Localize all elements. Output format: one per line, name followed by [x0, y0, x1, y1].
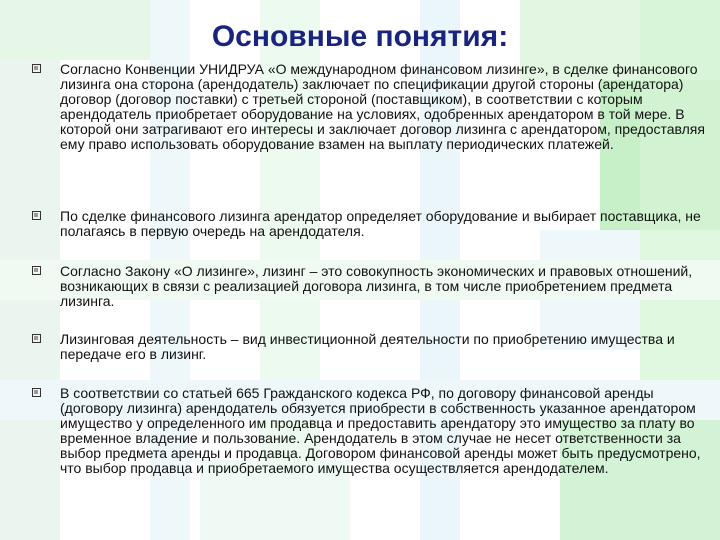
- checkbox-bullet-icon: [32, 211, 41, 220]
- page-title: Основные понятия:: [211, 20, 509, 53]
- list-item-text: Лизинговая деятельность – вид инвестиционной деятельности по приобретению имущества и передаче его в лизинг.: [60, 331, 675, 362]
- list-item: [32, 62, 720, 152]
- checkbox-bullet-icon: [32, 334, 41, 343]
- list-item-text: Согласно Закону «О лизинге», лизинг – это совокупность экономических и правовых отношений, возникающих в связи с реализацией договора лизинга, в том числе приобретением предмета лизинга.: [60, 263, 693, 309]
- list-item: [32, 386, 720, 476]
- list-item-text: Согласно Конвенции УНИДРУА «О международном финансовом лизинге», в сделке финансового лизинга она сторона (арендодатель) заключает по спецификации другой стороны (арендатора) договор (договор поставки) с третьей стороной (поставщиком), в соответствии с которым арендодатель приобретает оборудование на условиях, одобренных арендатором в той мере. В которой они затрагивают его интересы и заключает договор лизинга с арендатором, предоставляя ему право использовать оборудование взамен на выплату периодических платежей.: [60, 61, 705, 152]
- list-item: [32, 332, 720, 362]
- list-item: [32, 264, 720, 309]
- list-item-text: По сделке финансового лизинга арендатор определяет оборудование и выбирает поставщика, не полагаясь в первую очередь на арендодателя.: [60, 208, 701, 239]
- checkbox-bullet-icon: [32, 266, 41, 275]
- checkbox-bullet-icon: [32, 64, 41, 73]
- checkbox-bullet-icon: [32, 388, 41, 397]
- list-item: [32, 209, 720, 239]
- list-item-text: В соответствии со статьей 665 Гражданского кодекса РФ, по договору финансовой аренды (договору лизинга) арендодатель обязуется приобрести в собственность указанное арендатором имущество у определенного им продавца и предоставить арендатору это имущество за плату во временное владение и пользование. Арендодатель в этом случае не несет ответственности за выбор предмета аренды и продавца. Договором финансовой аренды может быть предусмотрено, что выбор продавца и приобретаемого имущества осуществляется арендодателем.: [60, 385, 701, 476]
